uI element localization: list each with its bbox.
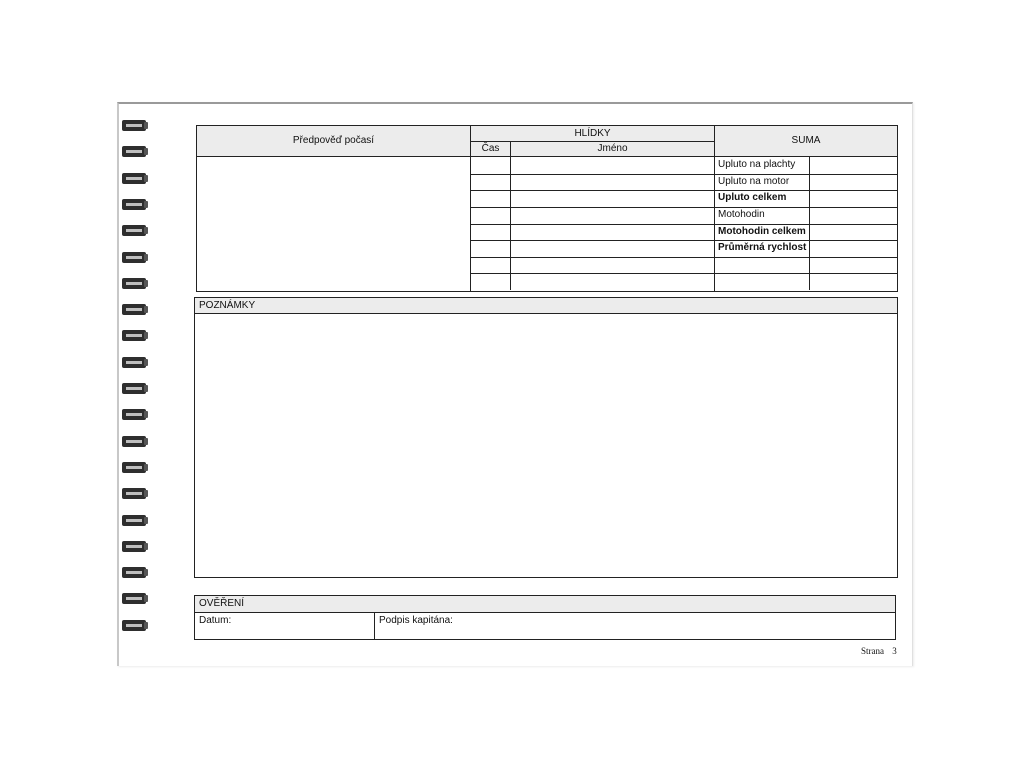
spiral-ring (120, 436, 148, 447)
spiral-ring (120, 383, 148, 394)
spiral-ring (120, 225, 148, 236)
spiral-ring (120, 304, 148, 315)
watch-row-line (471, 190, 714, 191)
spiral-ring (120, 330, 148, 341)
page-label: Strana (861, 646, 884, 656)
notes-area[interactable] (194, 313, 898, 578)
watch-row-line (471, 207, 714, 208)
spiral-ring (120, 409, 148, 420)
spiral-ring (120, 278, 148, 289)
summary-value-cell[interactable] (810, 190, 896, 207)
notes-header (194, 297, 898, 314)
spiral-ring (120, 567, 148, 578)
signature-field[interactable] (374, 612, 896, 640)
summary-value-cell[interactable] (810, 257, 896, 274)
summary-value-cell[interactable] (810, 157, 896, 174)
spiral-ring (120, 541, 148, 552)
page-footer (861, 646, 897, 656)
watch-time-label: Čas (481, 143, 500, 154)
watch-row-line (471, 257, 714, 258)
summary-row-label: Motohodin (718, 208, 765, 220)
summary-header (714, 125, 898, 157)
spiral-ring (120, 488, 148, 499)
verification-title: OVĚŘENÍ (199, 598, 245, 609)
spiral-ring (120, 146, 148, 157)
date-label: Datum: (199, 615, 232, 626)
spiral-ring (120, 515, 148, 526)
summary-value-cell[interactable] (810, 207, 896, 224)
spiral-ring (120, 462, 148, 473)
summary-value-cell[interactable] (810, 224, 896, 241)
summary-value-cell[interactable] (810, 174, 896, 191)
watch-row-line (471, 224, 714, 225)
spiral-ring (120, 357, 148, 368)
summary-value-cell[interactable] (810, 273, 896, 290)
notes-title: POZNÁMKY (199, 300, 256, 311)
weather-header (196, 125, 471, 157)
watch-row-line (471, 240, 714, 241)
verification-header (194, 595, 896, 613)
date-field[interactable] (194, 612, 375, 640)
spiral-ring (120, 252, 148, 263)
page-number: 3 (892, 646, 897, 656)
spiral-ring (120, 173, 148, 184)
summary-title: SUMA (791, 135, 821, 146)
summary-row-label: Motohodin celkem (718, 225, 806, 237)
summary-row-label: Upluto na motor (718, 175, 790, 187)
spiral-binding (120, 120, 150, 650)
summary-row-label: Upluto na plachty (718, 159, 796, 170)
spiral-ring (120, 593, 148, 604)
spiral-ring (120, 620, 148, 631)
weather-title: Předpověď počasí (292, 135, 375, 146)
spiral-ring (120, 120, 148, 131)
summary-table (714, 156, 898, 292)
summary-row-label: Průměrná rychlost (718, 242, 807, 254)
summary-row-label: Upluto celkem (718, 192, 787, 204)
watch-time-header (470, 141, 511, 157)
watch-header (470, 125, 715, 142)
signature-label: Podpis kapitána: (379, 615, 453, 626)
weather-area[interactable] (196, 156, 471, 292)
watch-row-line (471, 174, 714, 175)
watch-table (470, 156, 715, 292)
watch-row-line (471, 273, 714, 274)
watch-name-label: Jméno (597, 143, 628, 154)
summary-value-cell[interactable] (810, 240, 896, 257)
watch-title: HLÍDKY (574, 127, 611, 139)
spiral-ring (120, 199, 148, 210)
watch-name-header (510, 141, 715, 157)
